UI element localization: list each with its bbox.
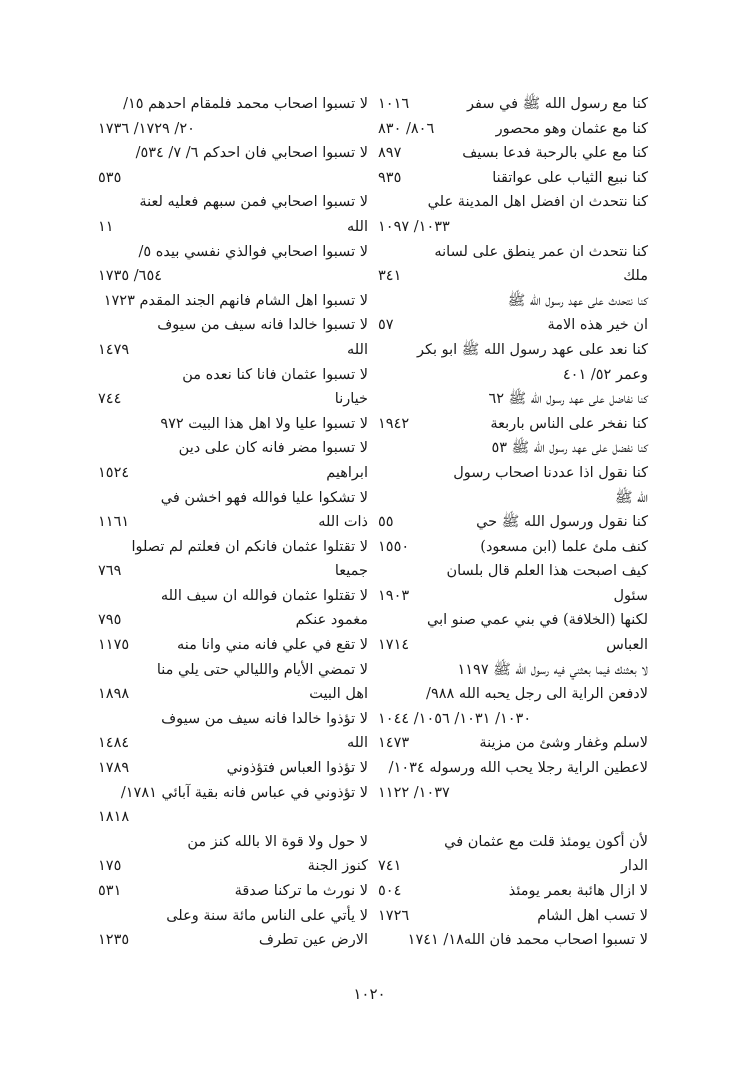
index-entry-line: [98, 830, 368, 855]
entry-text: لا تؤذوا العباس فتؤذوني: [226, 760, 368, 777]
index-entry-line: [378, 92, 648, 117]
entry-text: مغمود عنكم: [295, 612, 368, 629]
index-entry-line: [378, 338, 648, 363]
entry-text: لا تسبوا مضر فانه كان على دين: [178, 440, 368, 457]
index-entry-line: [98, 486, 368, 511]
entry-text: لا تسب اهل الشام: [537, 907, 648, 924]
entry-reference-number: ٥٧: [378, 317, 394, 334]
index-entry-line: [378, 928, 648, 953]
entry-text: لا ازال هائبة بعمر يومئذ: [508, 883, 648, 899]
entry-reference-number: ٧٩٥: [98, 612, 122, 629]
entry-text: كنا مع عثمان وهو محصور: [495, 120, 648, 137]
index-entry-line: [378, 141, 648, 166]
entry-text: ذات الله: [318, 514, 368, 531]
entry-text: لا تسبوا خالدا فانه سيف من سيوف: [157, 317, 368, 334]
index-entry-line: [98, 215, 368, 240]
entry-text: لا تسبوا اصحابي فمن سبهم فعليه لعنة: [139, 194, 368, 211]
entry-reference-number: ١٠٣٧/ ١١٢٢: [378, 784, 450, 801]
entry-text: سئول: [613, 587, 648, 604]
entry-reference-number: ١٥٢٤: [98, 464, 130, 481]
index-entry-line: [378, 805, 648, 830]
index-entry-line: [98, 240, 368, 265]
entry-text: لا تسبوا اصحاب محمد فان الله١٨/ ١٧٤١: [407, 932, 648, 949]
index-entry-line: [98, 313, 368, 338]
entry-text: الله: [346, 735, 368, 752]
index-entry-line: [98, 584, 368, 609]
index-entry-line: [378, 289, 648, 314]
index-entry-line: [98, 92, 368, 117]
entry-text: وعمر ٥٢/ ٤٠١: [562, 366, 648, 383]
entry-reference-number: ١١٧٥: [98, 637, 130, 654]
entry-reference-number: ١٧٢٦: [378, 907, 410, 924]
entry-text: كنا نفاضل على عهد رسول الله ﷺ ٦٢: [488, 391, 648, 408]
entry-reference-number: ١١٦١: [98, 514, 130, 531]
entry-text: كنا مع رسول الله ﷺ في سفر: [466, 96, 648, 112]
entry-reference-number: ١٥٥٠: [378, 538, 410, 555]
entry-text: لا تسبوا اصحابي فوالذي نفسي بيده ٥/: [138, 243, 368, 260]
entry-reference-number: ١٠١٦: [378, 96, 410, 112]
entry-text: لا تشكوا عليا فوالله فهو اخشن في: [160, 489, 368, 506]
entry-reference-number: ٥٣١: [98, 883, 122, 899]
index-entry-line: [378, 904, 648, 929]
index-entry-line: [378, 535, 648, 560]
entry-reference-number: ٥٥: [378, 514, 394, 531]
index-entry-line: [378, 608, 648, 633]
index-entry-line: [378, 559, 648, 584]
entry-text: ملك: [623, 268, 648, 285]
index-entry-line: [378, 215, 648, 240]
index-entry-line: [378, 707, 648, 732]
entry-text: لا تؤذوا خالدا فانه سيف من سيوف: [161, 710, 368, 727]
entry-text: كنا نبيع الثياب على عواتقنا: [492, 169, 648, 186]
index-entry-line: [98, 436, 368, 461]
index-entry-line: [98, 412, 368, 437]
index-entry-line: [98, 338, 368, 363]
index-entry-line: [378, 510, 648, 535]
entry-reference-number: ٧٦٩: [98, 563, 122, 580]
entry-text: الارض عين تطرف: [258, 932, 368, 949]
entry-text: لكنها (الخلافة) في بني عمي صنو ابي: [427, 612, 648, 629]
index-entry-line: [378, 781, 648, 806]
entry-reference-number: ٩٣٥: [378, 169, 402, 186]
entry-text: لادفعن الراية الى رجل يحبه الله ٩٨٨/: [426, 686, 648, 703]
index-entry-line: [98, 559, 368, 584]
index-entry-line: [98, 510, 368, 535]
entry-text: كنا نفضل على عهد رسول الله ﷺ ٥٣: [491, 440, 648, 457]
index-entry-line: [378, 658, 648, 683]
entry-text: الله: [346, 218, 368, 235]
index-entry-line: [378, 190, 648, 215]
index-entry-line: [98, 805, 368, 830]
entry-reference-number: ١٤٧٩: [98, 341, 130, 358]
entry-text: لا تسبوا اهل الشام فانهم الجند المقدم ١٧٢٣: [103, 292, 368, 309]
index-entry-line: [378, 313, 648, 338]
entry-text: الله: [346, 341, 368, 358]
index-entry-line: [98, 731, 368, 756]
index-entry-line: [378, 756, 648, 781]
entry-reference-number: ٨٩٧: [378, 145, 402, 162]
index-entry-line: [378, 117, 648, 142]
entry-text: الدار: [620, 858, 648, 875]
entry-reference-number: ٨٠٦/ ٨٣٠: [378, 120, 435, 137]
index-entry-line: [378, 830, 648, 855]
entry-text: ابراهيم: [326, 464, 368, 481]
entry-text: كنوز الجنة: [307, 858, 368, 875]
index-entry-line: [378, 264, 648, 289]
entry-reference-number: ١٩٠٣: [378, 587, 410, 604]
index-entry-line: [98, 264, 368, 289]
index-entry-line: [378, 854, 648, 879]
entry-reference-number: ١٤٨٤: [98, 735, 130, 752]
index-entry-line: [378, 436, 648, 461]
index-entry-line: [378, 412, 648, 437]
index-entry-line: [98, 854, 368, 879]
index-entry-line: [98, 535, 368, 560]
entry-reference-number: ١٠٣٣/ ١٠٩٧: [378, 218, 450, 235]
entry-text: جميعا: [334, 563, 368, 580]
entry-text: لا تقع في علي فانه مني وانا منه: [177, 637, 368, 654]
index-entry-line: [98, 363, 368, 388]
entry-text: لا تمضي الأيام والليالي حتى يلي منا: [156, 661, 368, 678]
entry-text: كنا نقول ورسول الله ﷺ حي: [476, 514, 648, 531]
entry-reference-number: ١٨١٨: [98, 809, 130, 826]
entry-text: لاعطين الراية رجلا يحب الله ورسوله ١٠٣٤/: [388, 760, 648, 777]
entry-text: لا نورث ما تركنا صدقة: [234, 883, 368, 899]
entry-text: لا تسبوا عليا ولا اهل هذا البيت ٩٧٢: [160, 415, 368, 432]
entry-text: ان خير هذه الامة: [547, 317, 648, 334]
entry-text: لا حول ولا قوة الا بالله كنز من: [187, 833, 368, 850]
entry-text: لا بعثنك فيما بعثني فيه رسول الله ﷺ ١١٩٧: [457, 661, 648, 678]
index-entry-line: [378, 731, 648, 756]
index-entry-line: [98, 879, 368, 904]
index-entry-line: [98, 756, 368, 781]
entry-text: كنا نتحدث ان افضل اهل المدينة علي: [427, 194, 648, 211]
entry-reference-number: ١٢٣٥: [98, 932, 130, 949]
index-entry-line: [378, 682, 648, 707]
entry-text: اهل البيت: [309, 686, 368, 703]
index-entry-line: [98, 117, 368, 142]
entry-text: لا تسبوا اصحابي فان احدكم ٦/ ٧/ ٥٣٤/: [135, 145, 368, 162]
entry-text: لا تسبوا اصحاب محمد فلمقام احدهم ١٥/: [123, 96, 368, 112]
entry-text: خيارنا: [334, 391, 368, 408]
entry-reference-number: ٧٤١: [378, 858, 402, 875]
index-entry-line: [98, 682, 368, 707]
entry-text: لاسلم وغفار وشئ من مزينة: [479, 735, 648, 752]
entry-text: لا تؤذوني في عباس فانه بقية آبائي ١٧٨١/: [120, 784, 368, 801]
index-entry-line: [98, 608, 368, 633]
index-entry-line: [378, 486, 648, 511]
entry-reference-number: ١٧٥: [98, 858, 122, 875]
index-column-right: [378, 92, 648, 953]
index-entry-line: [98, 141, 368, 166]
index-entry-line: [98, 387, 368, 412]
index-entry-line: [378, 461, 648, 486]
entry-text: كنا نفخر على الناس باربعة: [490, 415, 648, 432]
index-entry-line: [378, 166, 648, 191]
index-entry-line: [378, 387, 648, 412]
entry-reference-number: ١٤٧٣: [378, 735, 410, 752]
entry-text: لا تقتلوا عثمان فانكم ان فعلتم لم تصلوا: [131, 538, 368, 555]
entry-reference-number: ١٩٤٢: [378, 415, 410, 432]
entry-text: كنا نعد على عهد رسول الله ﷺ ابو بكر: [416, 341, 648, 358]
entry-reference-number: ١٨٩٨: [98, 686, 130, 703]
entry-reference-number: ٣٤١: [378, 268, 402, 285]
index-entry-line: [98, 289, 368, 314]
index-entry-line: [98, 781, 368, 806]
entry-reference-number: ٥٠٤: [378, 883, 402, 899]
entry-text: لا يأتي على الناس مائة سنة وعلى: [166, 907, 368, 924]
entry-text: العباس: [606, 637, 648, 654]
entry-text: الله ﷺ: [615, 489, 648, 506]
index-entry-line: [98, 166, 368, 191]
entry-reference-number: ١١: [98, 218, 114, 235]
entry-reference-number: ٢٠/ ١٧٢٩/ ١٧٣٦: [98, 120, 195, 137]
entry-text: كنف ملئ علما (ابن مسعود): [480, 538, 648, 555]
entry-text: كنا مع علي بالرحبة فدعا بسيف: [462, 145, 648, 162]
index-entry-line: [98, 904, 368, 929]
index-entry-line: [98, 633, 368, 658]
entry-reference-number: ١٧٨٩: [98, 760, 130, 777]
entry-text: لا تقتلوا عثمان فوالله ان سيف الله: [160, 587, 368, 604]
index-entry-line: [98, 461, 368, 486]
entry-text: كيف اصبحت هذا العلم قال بلسان: [446, 563, 648, 580]
index-entry-line: [378, 363, 648, 388]
index-entry-line: [98, 190, 368, 215]
index-entry-line: [378, 633, 648, 658]
entry-text: كنا نتحدث ان عمر ينطق على لسانه: [434, 243, 648, 260]
entry-reference-number: ٧٤٤: [98, 391, 122, 408]
index-entry-line: [98, 928, 368, 953]
entry-text: لا تسبوا عثمان فانا كنا نعده من: [182, 366, 368, 383]
entry-text: كنا نتحدث على عهد رسول الله ﷺ: [507, 292, 648, 309]
index-column-left: [98, 92, 368, 953]
index-entry-line: [378, 240, 648, 265]
index-entry-line: [98, 707, 368, 732]
entry-text: لأن أكون يومئذ قلت مع عثمان في: [444, 833, 648, 850]
index-entry-line: [378, 584, 648, 609]
index-entry-line: [98, 658, 368, 683]
entry-reference-number: ٦٥٤/ ١٧٣٥: [98, 268, 163, 285]
page-number: ١٠٢٠: [353, 985, 386, 1003]
entry-reference-number: ٥٣٥: [98, 169, 122, 186]
index-entry-line: [378, 879, 648, 904]
entry-text: كنا نقول اذا عددنا اصحاب رسول: [453, 464, 648, 481]
entry-reference-number: ١٠٣٠/ ١٠٣١/ ١٠٥٦/ ١٠٤٤: [378, 710, 532, 727]
entry-reference-number: ١٧١٤: [378, 637, 410, 654]
